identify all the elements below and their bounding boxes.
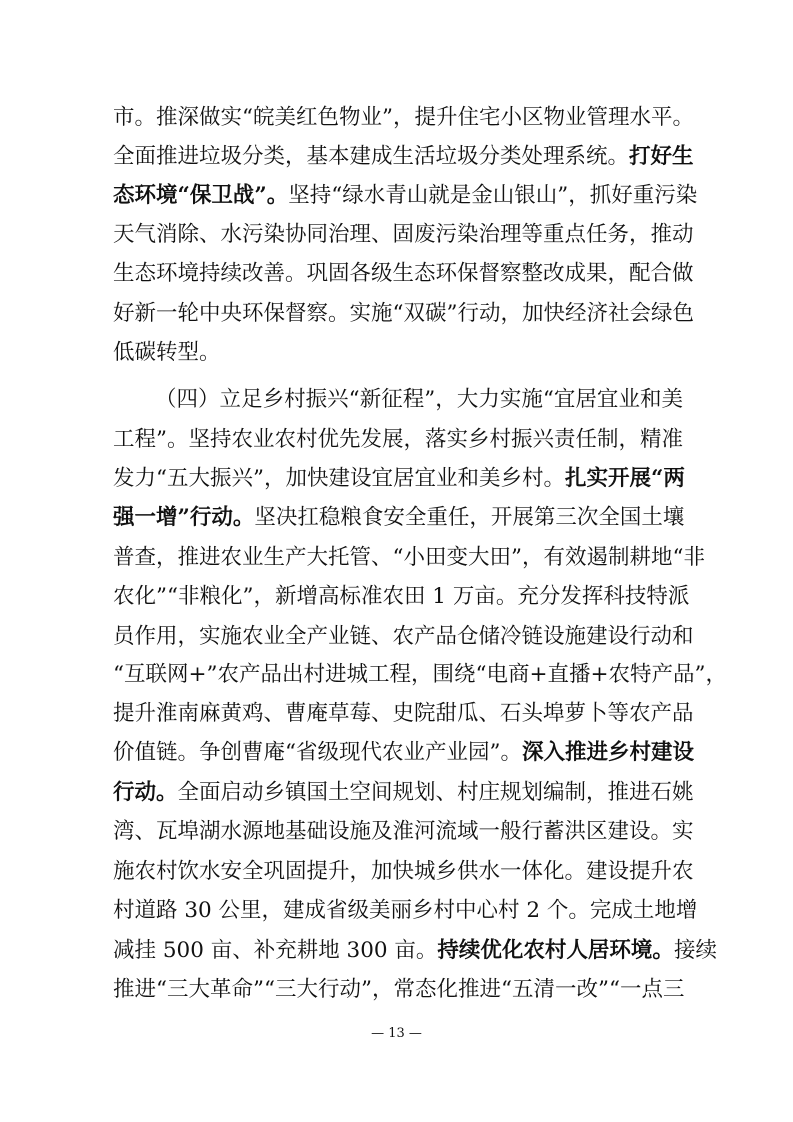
text-line xyxy=(113,812,694,852)
text-run: 接续 xyxy=(673,938,717,963)
bold-text-run: 打好生 xyxy=(629,144,694,169)
text-line xyxy=(113,176,698,216)
text-line xyxy=(113,215,694,255)
text-line xyxy=(113,98,694,138)
text-run: 提升淮南麻黄鸡、曹庵草莓、史院甜瓜、石头埠萝卜等农产品 xyxy=(113,701,694,726)
text-line xyxy=(155,380,683,420)
bold-text-run: 态环境“保卫战”。 xyxy=(113,183,289,208)
text-line xyxy=(113,852,694,892)
text-line xyxy=(113,538,705,578)
text-line xyxy=(113,655,728,695)
text-run: 价值链。争创曹庵“省级现代农业产业园”。 xyxy=(113,740,522,765)
text-run: （四）立足乡村振兴“新征程”，大力实施“宜居宜业和美 xyxy=(155,387,683,412)
text-run: 生态环境持续改善。巩固各级生态环保督察整改成果，配合做 xyxy=(113,261,694,286)
bold-text-run: 强一增”行动。 xyxy=(113,505,255,530)
text-line xyxy=(113,931,717,971)
text-line xyxy=(113,254,694,294)
text-run: 农化”“非粮化”，新增高标准农田 1 万亩。充分发挥科技特派 xyxy=(113,584,690,609)
text-line xyxy=(113,617,694,657)
bold-text-run: 扎实开展“两 xyxy=(565,466,685,491)
text-run: 低碳转型。 xyxy=(113,340,221,365)
text-run: 天气消除、水污染协同治理、固废污染治理等重点任务，推动 xyxy=(113,222,694,247)
text-line xyxy=(113,970,683,1010)
text-run: 全面推进垃圾分类，基本建成生活垃圾分类处理系统。 xyxy=(113,144,630,169)
text-line xyxy=(113,333,683,373)
text-line xyxy=(113,459,683,499)
text-run: 减挂 500 亩、补充耕地 300 亩。 xyxy=(113,938,438,963)
text-run: 市。推深做实“皖美红色物业”，提升住宅小区物业管理水平。 xyxy=(113,105,694,130)
text-run: 好新一轮中央环保督察。实施“双碳”行动，加快经济社会绿色 xyxy=(113,301,694,326)
page-number: — 13 — xyxy=(371,1026,422,1041)
text-run: 普查，推进农业生产大托管、“小田变大田”，有效遏制耕地“非 xyxy=(113,545,705,570)
text-run: 施农村饮水安全巩固提升，加快城乡供水一体化。建设提升农 xyxy=(113,859,694,884)
text-run: 全面启动乡镇国土空间规划、村庄规划编制，推进石姚 xyxy=(177,780,694,805)
bold-text-run: 持续优化农村人居环境。 xyxy=(437,938,674,963)
text-run: 湾、瓦埠湖水源地基础设施及淮河流域一般行蓄洪区建设。实 xyxy=(113,819,694,844)
text-run: 村道路 30 公里，建成省级美丽乡村中心村 2 个。完成土地增 xyxy=(113,898,698,923)
text-line xyxy=(113,137,694,177)
text-run: 员作用，实施农业全产业链、农产品仓储冷链设施建设行动和 xyxy=(113,624,694,649)
text-line xyxy=(113,891,698,931)
text-run: “互联网+”农产品出村进城工程，围绕“电商+直播+农特产品”， xyxy=(113,662,728,687)
text-run: 工程”。坚持农业农村优先发展，落实乡村振兴责任制，精准 xyxy=(113,427,683,452)
text-line xyxy=(113,294,694,334)
bold-text-run: 深入推进乡村建设 xyxy=(522,740,695,765)
text-run: 发力“五大振兴”，加快建设宜居宜业和美乡村。 xyxy=(113,466,565,491)
text-run: 推进“三大革命”“三大行动”，常态化推进“五清一改”“一点三 xyxy=(113,977,685,1002)
bold-text-run: 行动。 xyxy=(113,780,178,805)
text-run: 坚决扛稳粮食安全重任，开展第三次全国土壤 xyxy=(254,505,685,530)
text-run: 坚持“绿水青山就是金山银山”，抓好重污染 xyxy=(288,183,698,208)
text-line xyxy=(113,498,683,538)
text-line xyxy=(113,694,694,734)
text-line xyxy=(113,420,683,460)
text-line xyxy=(113,773,694,813)
text-line xyxy=(113,577,690,617)
text-line xyxy=(113,733,695,773)
